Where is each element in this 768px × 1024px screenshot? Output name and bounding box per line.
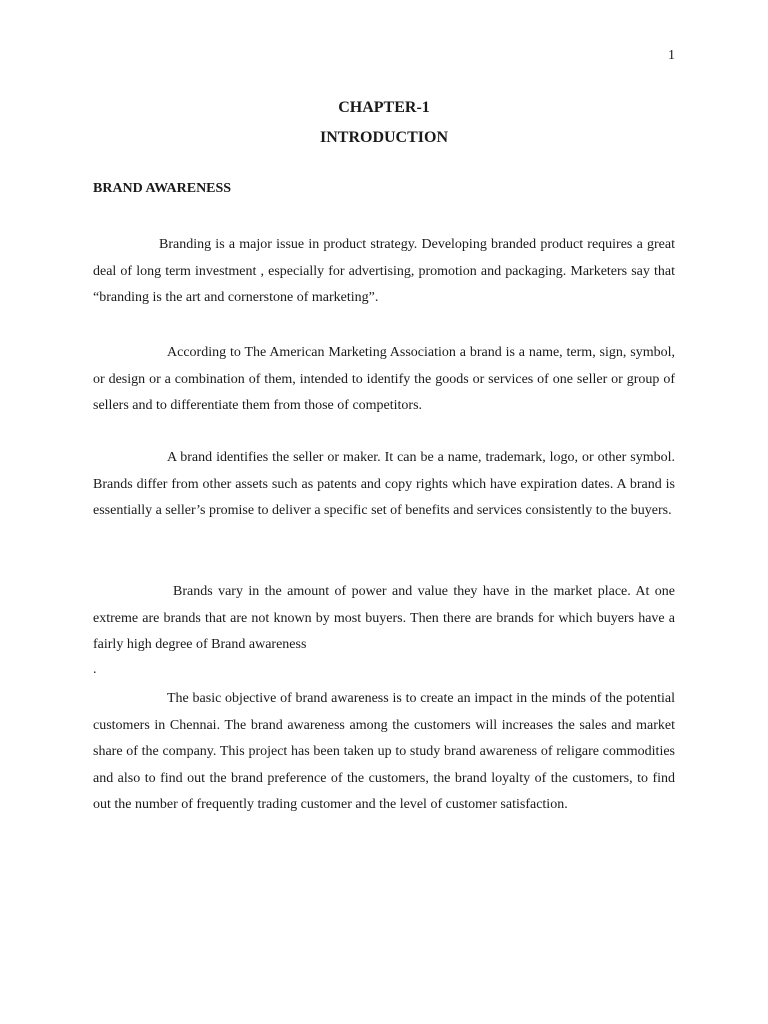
chapter-title: INTRODUCTION	[319, 129, 448, 146]
chapter-number: CHAPTER-1	[338, 99, 430, 116]
paragraph-ama-definition: According to The American Marketing Association a brand is a name, term, sign, symbol, or design or a combination of them, intended to identify the goods or services of one seller or group of sellers and to differentiate them from those of competitors.	[93, 345, 675, 413]
chapter-heading	[0, 93, 768, 153]
paragraph-objective: The basic objective of brand awareness is to create an impact in the minds of the potential customers in Chennai. The brand awareness among the customers will increases the sales and market share of the company. This project has been taken up to study brand awareness of religare commodities and also to find out the brand preference of the customers, the brand loyalty of the customers, to find out the number of frequently trading customer and the level of customer satisfaction.	[93, 691, 675, 812]
section-heading: BRAND AWARENESS	[93, 181, 232, 196]
paragraph-brand-power: Brands vary in the amount of power and value they have in the market place. At one extreme are brands that are not known by most buyers. Then there are brands for which buyers have a fairly high degree of Brand awareness	[93, 584, 675, 652]
stray-mark: .	[93, 662, 97, 677]
paragraph-branding: Branding is a major issue in product strategy. Developing branded product requires a great deal of long term investment , especially for advertising, promotion and packaging. Marketers say that “branding is the art and cornerstone of marketing”.	[93, 237, 675, 305]
page-number: 1	[668, 48, 675, 63]
paragraph-brand-identity: A brand identifies the seller or maker. It can be a name, trademark, logo, or other symbol. Brands differ from other assets such as patents and copy rights which have expiration dates. A brand is essentially a seller’s promise to deliver a specific set of benefits and services consistently to the buyers.	[93, 450, 675, 518]
